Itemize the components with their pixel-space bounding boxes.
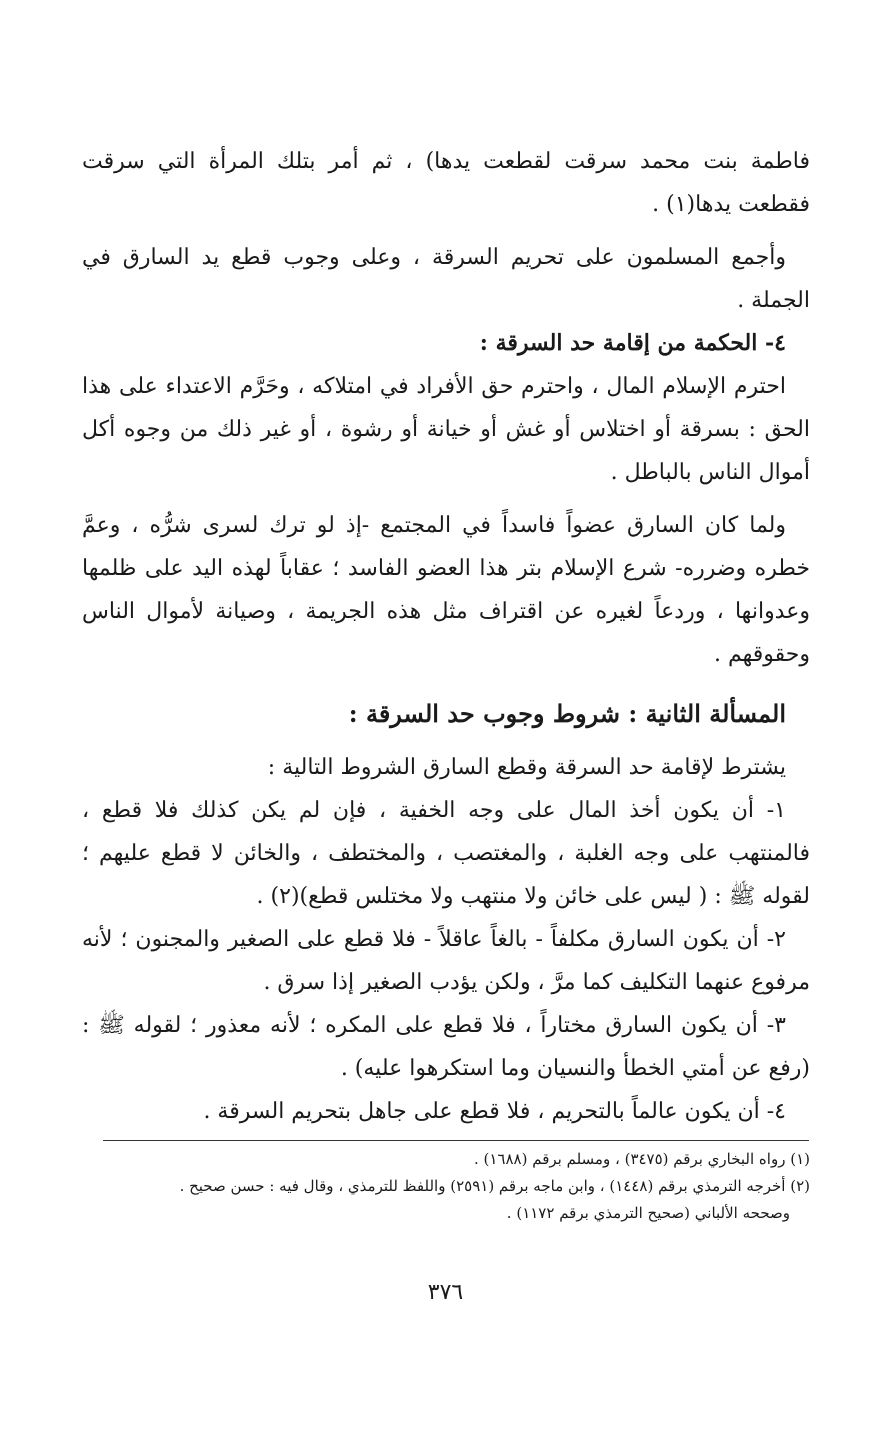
condition-4: ٤- أن يكون عالماً بالتحريم ، فلا قطع على جاهل بتحريم السرقة . bbox=[203, 1099, 786, 1124]
paragraph-intro: يشترط لإقامة حد السرقة وقطع السارق الشروط التالية : bbox=[267, 755, 786, 780]
page-body bbox=[82, 140, 810, 1133]
condition-3: ٣- أن يكون السارق مختاراً ، فلا قطع على المكره ؛ لأنه معذور ؛ لقوله ﷺ : (رفع عن أمتي الخطأ والنسيان وما استكرهوا عليه) . bbox=[82, 1013, 810, 1081]
section-title: المسألة الثانية : شروط وجوب حد السرقة : bbox=[348, 699, 786, 728]
paragraph-continuation: فاطمة بنت محمد سرقت لقطعت يدها) ، ثم أمر بتلك المرأة التي سرقت فقطعت يدها(١) . bbox=[82, 149, 810, 217]
footnotes bbox=[82, 1146, 810, 1227]
condition-1: ١- أن يكون أخذ المال على وجه الخفية ، فإن لم يكن كذلك فلا قطع ، فالمنتهب على وجه الغلبة ، والمغتصب ، والمختطف ، والخائن لا قطع عليهم ؛ لقوله ﷺ : ( ليس على خائن ولا منتهب ولا مختلس قطع)(٢) . bbox=[82, 798, 810, 909]
page-number: ٣٧٦ bbox=[427, 1280, 464, 1305]
footnote-divider bbox=[103, 1140, 809, 1141]
paragraph-wisdom-2: ولما كان السارق عضواً فاسداً في المجتمع -إذ لو ترك لسرى شرُّه ، وعمَّ خطره وضرره- شرع الإسلام بتر هذا العضو الفاسد ؛ عقاباً لهذه اليد على ظلمها وعدوانها ، وردعاً لغيره عن اقتراف مثل هذه الجريمة ، وصيانة لأموال الناس وحقوقهم . bbox=[82, 513, 810, 667]
paragraph-wisdom-1: احترم الإسلام المال ، واحترم حق الأفراد في امتلاكه ، وحَرَّم الاعتداء على هذا الحق : بسرقة أو اختلاس أو غش أو خيانة أو رشوة ، أو غير ذلك من وجوه أكل أموال الناس بالباطل . bbox=[82, 374, 810, 485]
condition-2: ٢- أن يكون السارق مكلفاً - بالغاً عاقلاً - فلا قطع على الصغير والمجنون ؛ لأنه مرفوع عنهما التكليف كما مرَّ ، ولكن يؤدب الصغير إذا سرق . bbox=[82, 927, 810, 995]
heading-wisdom: ٤- الحكمة من إقامة حد السرقة : bbox=[479, 330, 786, 356]
footnote-2-continuation: وصححه الألباني (صحيح الترمذي برقم ١١٧٢) . bbox=[506, 1204, 790, 1222]
footnote-2: (٢) أخرجه الترمذي برقم (١٤٤٨) ، وابن ماجه برقم (٢٥٩١) واللفظ للترمذي ، وقال فيه : حسن صحيح . bbox=[179, 1177, 810, 1195]
footnote-1: (١) رواه البخاري برقم (٣٤٧٥) ، ومسلم برقم (١٦٨٨) . bbox=[473, 1150, 810, 1168]
paragraph-consensus: وأجمع المسلمون على تحريم السرقة ، وعلى وجوب قطع يد السارق في الجملة . bbox=[82, 245, 810, 313]
